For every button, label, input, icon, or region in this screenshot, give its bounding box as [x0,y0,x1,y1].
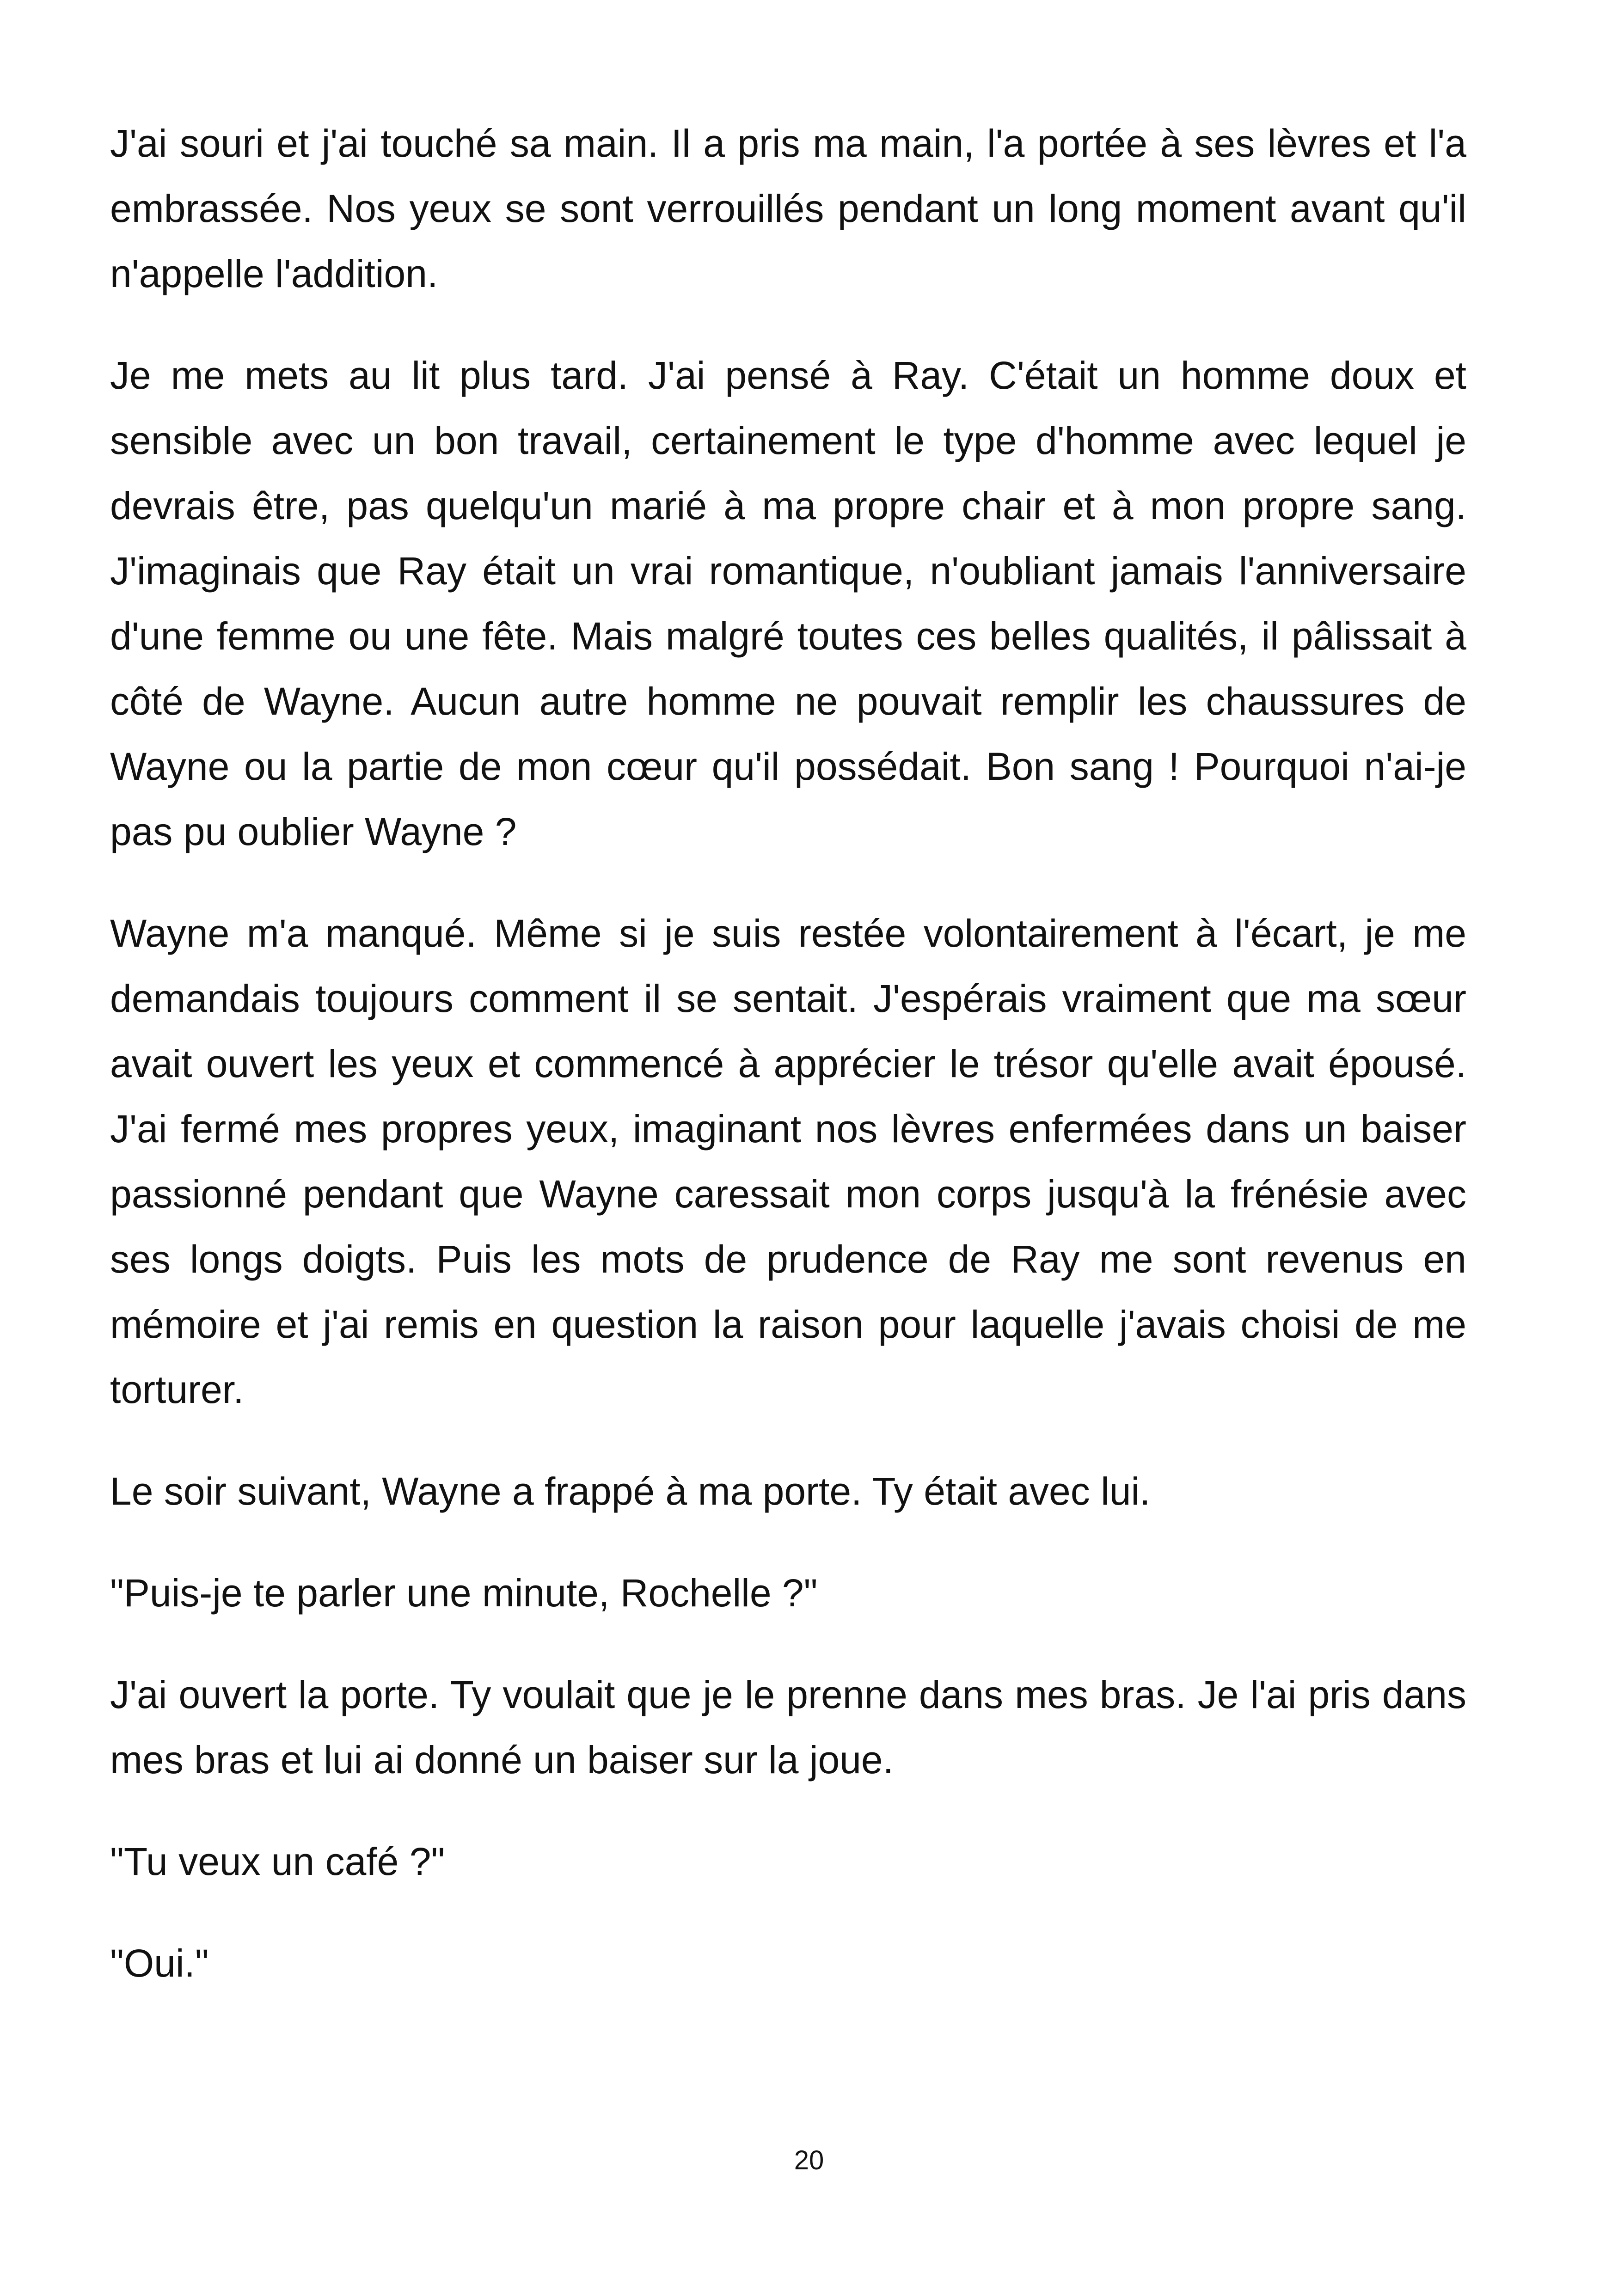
page-number: 20 [794,2145,824,2175]
paragraph-8: "Oui." [110,1941,209,1985]
paragraph-1: J'ai souri et j'ai touché sa main. Il a pris ma main, l'a portée à ses lèvres et l'a embrassée. Nos yeux se sont verrouillés pendant un long moment avant qu'il n'appelle l'addition. [110,122,1466,295]
paragraph-3: Wayne m'a manqué. Même si je suis restée volontairement à l'écart, je me demandais toujours comment il se sentait. J'espérais vraiment que ma sœur avait ouvert les yeux et commencé à apprécier le trésor qu'elle avait épousé. J'ai fermé mes propres yeux, imaginant nos lèvres enfermées dans un baiser passionné pendant que Wayne caressait mon corps jusqu'à la frénésie avec ses longs doigts. Puis les mots de prudence de Ray me sont revenus en mémoire et j'ai remis en question la raison pour laquelle j'avais choisi de me torturer. [110,912,1466,1411]
paragraph-5: "Puis-je te parler une minute, Rochelle ?" [110,1571,818,1615]
paragraph-7: "Tu veux un café ?" [110,1840,445,1883]
body-text [110,111,1466,2033]
paragraph-6: J'ai ouvert la porte. Ty voulait que je le prenne dans mes bras. Je l'ai pris dans mes bras et lui ai donné un baiser sur la joue. [110,1673,1466,1782]
paragraph-2: Je me mets au lit plus tard. J'ai pensé à Ray. C'était un homme doux et sensible avec un bon travail, certainement le type d'homme avec lequel je devrais être, pas quelqu'un marié à ma propre chair et à mon propre sang. J'imaginais que Ray était un vrai romantique, n'oubliant jamais l'anniversaire d'une femme ou une fête. Mais malgré toutes ces belles qualités, il pâlissait à côté de Wayne. Aucun autre homme ne pouvait remplir les chaussures de Wayne ou la partie de mon cœur qu'il possédait. Bon sang ! Pourquoi n'ai-je pas pu oublier Wayne ? [110,354,1466,853]
paragraph-4: Le soir suivant, Wayne a frappé à ma porte. Ty était avec lui. [110,1469,1151,1513]
